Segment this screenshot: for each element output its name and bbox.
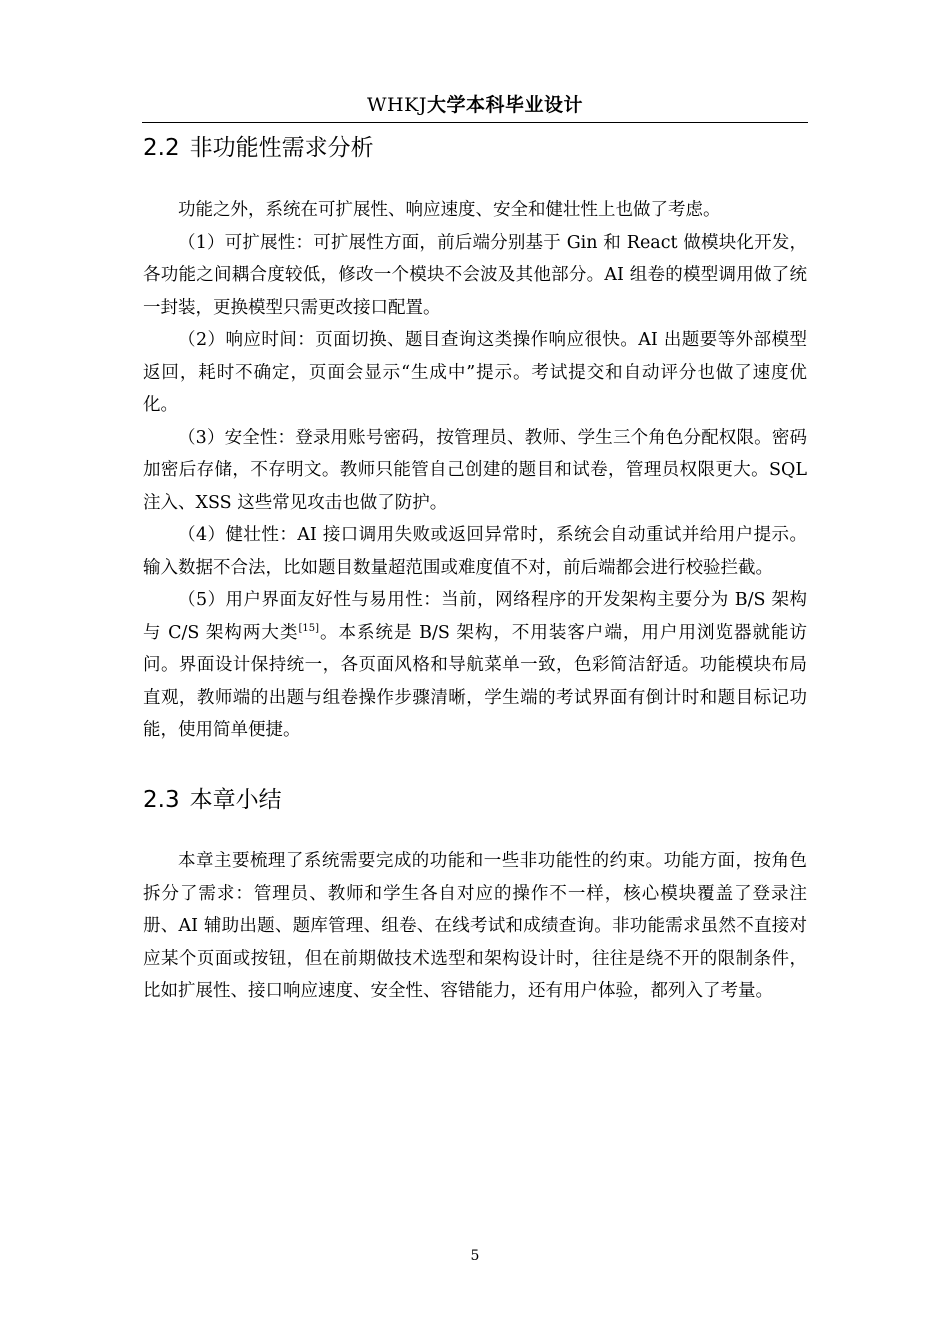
section-number: 2.3 — [143, 787, 180, 813]
section-2-3-body — [143, 845, 807, 1008]
paragraph-summary: 本章主要梳理了系统需要完成的功能和一些非功能性的约束。功能方面，按角色拆分了需求：管理员、教师和学生各自对应的操作不一样，核心模块覆盖了登录注册、AI 辅助出题、题库管理、组卷、在线考试和成绩查询。非功能需求虽然不直接对应某个页面或按钮，但在前期做技术选型和架构设计时，往往是绕不开的限制条件，比如扩展性、接口响应速度、安全性、容错能力，还有用户体验，都列入了考量。 — [143, 851, 807, 1001]
paragraph-intro: 功能之外，系统在可扩展性、响应速度、安全和健壮性上也做了考虑。 — [178, 200, 721, 220]
page-number: 5 — [470, 1248, 480, 1264]
section-number: 2.2 — [143, 135, 180, 161]
section-title: 本章小结 — [189, 787, 282, 813]
citation-ref: [15] — [298, 622, 319, 634]
section-2-2-body — [143, 194, 807, 747]
paragraph-usability — [143, 584, 807, 747]
header-school-name: 大学本科毕业设计 — [426, 94, 583, 116]
paragraph-response-time: （2）响应时间：页面切换、题目查询这类操作响应很快。AI 出题要等外部模型返回，耗时不确定，页面会显示“生成中”提示。考试提交和自动评分也做了速度优化。 — [143, 330, 807, 415]
paragraph-scalability: （1）可扩展性：可扩展性方面，前后端分别基于 Gin 和 React 做模块化开发，各功能之间耦合度较低，修改一个模块不会波及其他部分。AI 组卷的模型调用做了统一封装，更换模型只需更改接口配置。 — [143, 232, 807, 318]
header-latin: WHKJ — [367, 94, 427, 116]
usability-text-start: （5）用户界面友好性与易用性：当前，网络程序的开发架构主要分为 B/S 架构与 C/S 架构两大类 — [143, 590, 807, 643]
usability-text-end: 。本系统是 B/S 架构，不用装客户端，用户用浏览器就能访问。界面设计保持统一，各页面风格和导航菜单一致，色彩简洁舒适。功能模块布局直观，教师端的出题与组卷操作步骤清晰，学生端的考试界面有倒计时和题目标记功能，使用简单便捷。 — [143, 622, 807, 740]
running-header — [0, 92, 950, 118]
paragraph-robustness: （4）健壮性：AI 接口调用失败或返回异常时，系统会自动重试并给用户提示。输入数据不合法，比如题目数量超范围或难度值不对，前后端都会进行校验拦截。 — [143, 525, 807, 578]
header-rule — [142, 122, 808, 123]
section-heading-2-2 — [143, 133, 374, 163]
paragraph-security: （3）安全性：登录用账号密码，按管理员、教师、学生三个角色分配权限。密码加密后存储，不存明文。教师只能管自己创建的题目和试卷，管理员权限更大。SQL 注入、XSS 这些常见攻击也做了防护。 — [143, 427, 807, 513]
section-heading-2-3 — [143, 785, 282, 815]
section-title: 非功能性需求分析 — [189, 135, 374, 161]
